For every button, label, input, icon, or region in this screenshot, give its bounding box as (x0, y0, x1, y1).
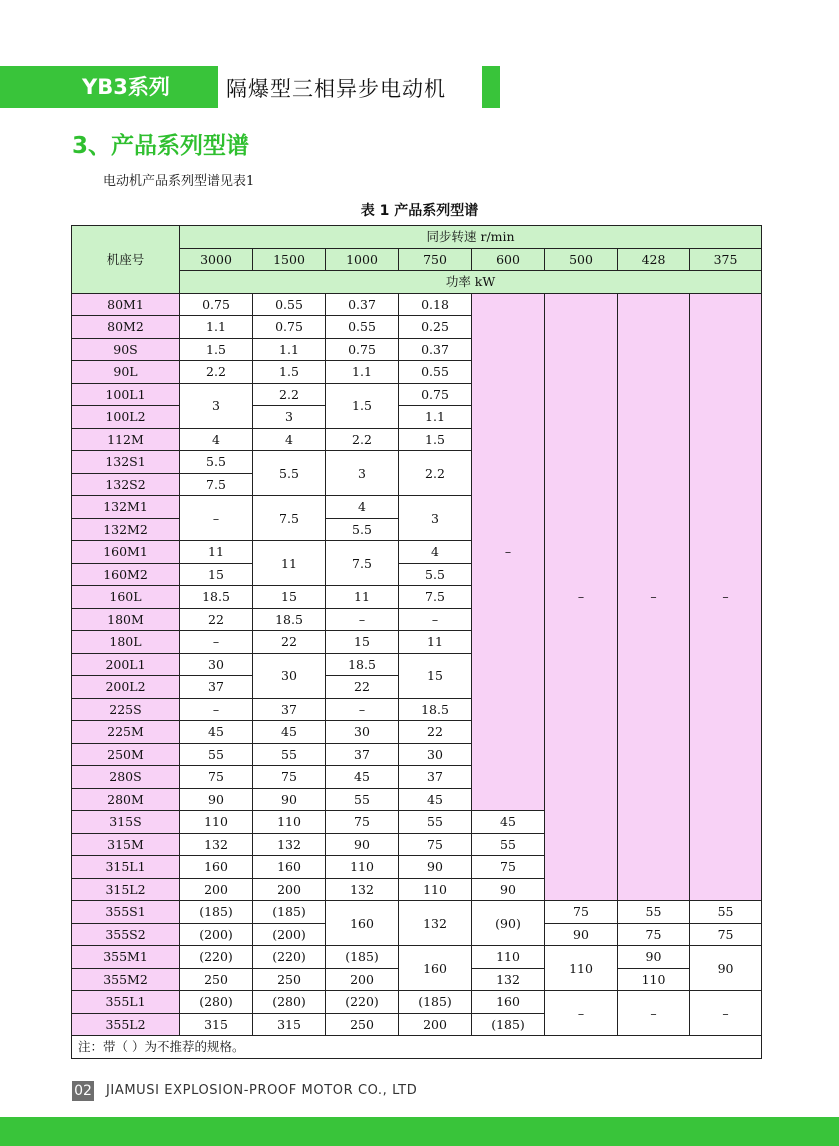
value-cell: 160 (472, 991, 545, 1014)
value-cell: 315 (253, 1013, 326, 1036)
value-cell: 2.2 (180, 361, 253, 384)
value-cell: (185) (399, 991, 472, 1014)
value-cell: 5.5 (326, 518, 399, 541)
value-cell: 30 (253, 653, 326, 698)
value-cell: (200) (253, 923, 326, 946)
value-cell: 132 (472, 968, 545, 991)
value-cell: (280) (180, 991, 253, 1014)
value-cell: 132 (253, 833, 326, 856)
frame-cell: 355S2 (72, 923, 180, 946)
frame-cell: 355M1 (72, 946, 180, 969)
value-cell: (185) (253, 901, 326, 924)
frame-cell: 132S1 (72, 451, 180, 474)
value-cell: 1.5 (326, 383, 399, 428)
value-cell: – (545, 293, 618, 901)
value-cell: 2.2 (399, 451, 472, 496)
value-cell: 11 (399, 631, 472, 654)
value-cell: 5.5 (399, 563, 472, 586)
value-cell: – (472, 293, 545, 811)
value-cell: 90 (545, 923, 618, 946)
title-box (218, 66, 482, 108)
frame-cell: 160L (72, 586, 180, 609)
table-caption: 表 1 产品系列型谱 (360, 203, 479, 219)
value-cell: 1.5 (180, 338, 253, 361)
value-cell: 3 (326, 451, 399, 496)
frame-cell: 315S (72, 811, 180, 834)
value-cell: 110 (326, 856, 399, 879)
value-cell: 4 (180, 428, 253, 451)
value-cell: 55 (180, 743, 253, 766)
value-cell: (280) (253, 991, 326, 1014)
speed-cell: 3000 (180, 248, 253, 271)
value-cell: 90 (180, 788, 253, 811)
value-cell: (90) (472, 901, 545, 946)
value-cell: 7.5 (180, 473, 253, 496)
value-cell: 110 (180, 811, 253, 834)
speed-cell: 1500 (253, 248, 326, 271)
value-cell: 18.5 (326, 653, 399, 676)
bottom-band (0, 1117, 839, 1146)
value-cell: (200) (180, 923, 253, 946)
value-cell: 110 (253, 811, 326, 834)
value-cell: 90 (326, 833, 399, 856)
value-cell: 55 (690, 901, 762, 924)
value-cell: 18.5 (180, 586, 253, 609)
frame-cell: 225S (72, 698, 180, 721)
frame-cell: 90S (72, 338, 180, 361)
value-cell: 0.75 (180, 293, 253, 316)
value-cell: – (180, 698, 253, 721)
value-cell: 75 (180, 766, 253, 789)
value-cell: 37 (326, 743, 399, 766)
value-cell: 22 (326, 676, 399, 699)
value-cell: 250 (326, 1013, 399, 1036)
value-cell: 75 (326, 811, 399, 834)
value-cell: (185) (180, 901, 253, 924)
value-cell: – (326, 608, 399, 631)
frame-cell: 355L2 (72, 1013, 180, 1036)
value-cell: 160 (253, 856, 326, 879)
value-cell: (220) (253, 946, 326, 969)
value-cell: 75 (399, 833, 472, 856)
value-cell: 5.5 (253, 451, 326, 496)
value-cell: (220) (180, 946, 253, 969)
value-cell: 250 (180, 968, 253, 991)
speed-header: 同步转速 r/min (180, 226, 762, 249)
value-cell: 55 (253, 743, 326, 766)
value-cell: 18.5 (253, 608, 326, 631)
frame-cell: 132M1 (72, 496, 180, 519)
speed-cell: 1000 (326, 248, 399, 271)
value-cell: 0.25 (399, 316, 472, 339)
page-number: 02 (72, 1081, 94, 1101)
value-cell: 45 (180, 721, 253, 744)
value-cell: 3 (399, 496, 472, 541)
frame-cell: 355S1 (72, 901, 180, 924)
value-cell: 1.1 (399, 406, 472, 429)
table-row (72, 946, 762, 969)
frame-cell: 225M (72, 721, 180, 744)
value-cell: 110 (545, 946, 618, 991)
value-cell: 110 (399, 878, 472, 901)
value-cell: 1.1 (180, 316, 253, 339)
frame-cell: 132S2 (72, 473, 180, 496)
frame-header: 机座号 (72, 226, 180, 294)
value-cell: 0.55 (326, 316, 399, 339)
value-cell: (185) (472, 1013, 545, 1036)
frame-cell: 132M2 (72, 518, 180, 541)
value-cell: 2.2 (253, 383, 326, 406)
value-cell: 4 (253, 428, 326, 451)
value-cell: 0.18 (399, 293, 472, 316)
value-cell: 7.5 (399, 586, 472, 609)
table-row (72, 293, 762, 316)
value-cell: (220) (326, 991, 399, 1014)
value-cell: 315 (180, 1013, 253, 1036)
table-row (72, 991, 762, 1014)
frame-cell: 200L1 (72, 653, 180, 676)
value-cell: 45 (399, 788, 472, 811)
value-cell: 0.37 (399, 338, 472, 361)
frame-cell: 160M2 (72, 563, 180, 586)
value-cell: 90 (472, 878, 545, 901)
value-cell: 90 (618, 946, 690, 969)
value-cell: 37 (253, 698, 326, 721)
value-cell: (185) (326, 946, 399, 969)
value-cell: – (326, 698, 399, 721)
value-cell: – (618, 991, 690, 1036)
value-cell: – (690, 991, 762, 1036)
value-cell: 1.5 (253, 361, 326, 384)
spec-table (71, 225, 762, 1059)
value-cell: 11 (253, 541, 326, 586)
value-cell: 30 (180, 653, 253, 676)
value-cell: 55 (618, 901, 690, 924)
value-cell: 0.75 (253, 316, 326, 339)
value-cell: 30 (326, 721, 399, 744)
value-cell: 250 (253, 968, 326, 991)
value-cell: 1.1 (326, 361, 399, 384)
value-cell: 7.5 (326, 541, 399, 586)
table-row (72, 901, 762, 924)
value-cell: 5.5 (180, 451, 253, 474)
speed-cell: 375 (690, 248, 762, 271)
value-cell: 15 (180, 563, 253, 586)
frame-cell: 280S (72, 766, 180, 789)
frame-cell: 90L (72, 361, 180, 384)
value-cell: 1.1 (253, 338, 326, 361)
value-cell: 15 (399, 653, 472, 698)
value-cell: 0.55 (399, 361, 472, 384)
value-cell: 11 (326, 586, 399, 609)
value-cell: 55 (399, 811, 472, 834)
value-cell: 30 (399, 743, 472, 766)
value-cell: 3 (180, 383, 253, 428)
frame-cell: 355M2 (72, 968, 180, 991)
value-cell: 45 (472, 811, 545, 834)
speed-cell: 600 (472, 248, 545, 271)
value-cell: 75 (472, 856, 545, 879)
value-cell: 18.5 (399, 698, 472, 721)
frame-cell: 160M1 (72, 541, 180, 564)
value-cell: 90 (690, 946, 762, 991)
value-cell: 15 (326, 631, 399, 654)
company-name: JIAMUSI EXPLOSION-PROOF MOTOR CO., LTD (106, 1083, 418, 1098)
frame-cell: 180L (72, 631, 180, 654)
product-title: 隔爆型三相异步电动机 (226, 77, 446, 101)
value-cell: 15 (253, 586, 326, 609)
value-cell: – (180, 631, 253, 654)
value-cell: 200 (399, 1013, 472, 1036)
speed-cell: 500 (545, 248, 618, 271)
frame-cell: 100L2 (72, 406, 180, 429)
value-cell: 200 (326, 968, 399, 991)
value-cell: 45 (253, 721, 326, 744)
speed-cell: 428 (618, 248, 690, 271)
table-note: 注：带（ ）为不推荐的规格。 (72, 1036, 762, 1059)
value-cell: 7.5 (253, 496, 326, 541)
value-cell: 45 (326, 766, 399, 789)
value-cell: 132 (399, 901, 472, 946)
value-cell: 2.2 (326, 428, 399, 451)
frame-cell: 355L1 (72, 991, 180, 1014)
value-cell: 55 (472, 833, 545, 856)
frame-cell: 280M (72, 788, 180, 811)
value-cell: 90 (399, 856, 472, 879)
frame-cell: 180M (72, 608, 180, 631)
value-cell: 37 (399, 766, 472, 789)
section-title: 3、产品系列型谱 (72, 133, 250, 159)
value-cell: 160 (326, 901, 399, 946)
value-cell: 11 (180, 541, 253, 564)
value-cell: 75 (545, 901, 618, 924)
value-cell: 22 (180, 608, 253, 631)
value-cell: 75 (618, 923, 690, 946)
value-cell: 0.37 (326, 293, 399, 316)
value-cell: 75 (253, 766, 326, 789)
frame-cell: 250M (72, 743, 180, 766)
value-cell: 37 (180, 676, 253, 699)
value-cell: 160 (399, 946, 472, 991)
value-cell: 75 (690, 923, 762, 946)
frame-cell: 80M2 (72, 316, 180, 339)
value-cell: 4 (326, 496, 399, 519)
frame-cell: 200L2 (72, 676, 180, 699)
value-cell: 90 (253, 788, 326, 811)
value-cell: – (399, 608, 472, 631)
frame-cell: 315L2 (72, 878, 180, 901)
value-cell: 160 (180, 856, 253, 879)
value-cell: 1.5 (399, 428, 472, 451)
value-cell: 0.75 (326, 338, 399, 361)
frame-cell: 112M (72, 428, 180, 451)
value-cell: 3 (253, 406, 326, 429)
value-cell: 0.55 (253, 293, 326, 316)
value-cell: – (545, 991, 618, 1036)
power-header: 功率 kW (180, 271, 762, 294)
value-cell: 0.75 (399, 383, 472, 406)
frame-cell: 100L1 (72, 383, 180, 406)
frame-cell: 315M (72, 833, 180, 856)
value-cell: 132 (326, 878, 399, 901)
value-cell: 110 (472, 946, 545, 969)
value-cell: 4 (399, 541, 472, 564)
speed-cell: 750 (399, 248, 472, 271)
value-cell: 22 (253, 631, 326, 654)
value-cell: 110 (618, 968, 690, 991)
value-cell: 132 (180, 833, 253, 856)
value-cell: 200 (180, 878, 253, 901)
value-cell: 22 (399, 721, 472, 744)
value-cell: – (690, 293, 762, 901)
note-row (72, 1036, 762, 1059)
value-cell: 55 (326, 788, 399, 811)
table-header-row (72, 226, 762, 249)
value-cell: – (180, 496, 253, 541)
intro-text: 电动机产品系列型谱见表1 (103, 174, 255, 189)
value-cell: 200 (253, 878, 326, 901)
value-cell: – (618, 293, 690, 901)
frame-cell: 80M1 (72, 293, 180, 316)
frame-cell: 315L1 (72, 856, 180, 879)
series-label: YB3系列 (82, 75, 170, 99)
series-banner (0, 66, 500, 108)
